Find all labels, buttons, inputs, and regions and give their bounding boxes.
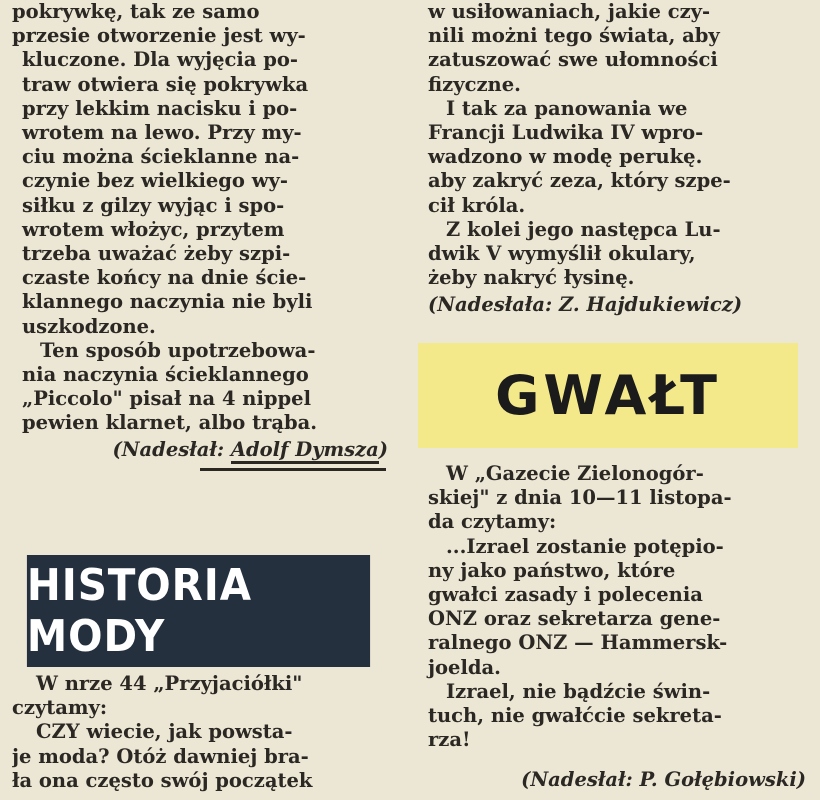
- text-line: przy lekkim nacisku i po-: [22, 96, 298, 120]
- historia-mody-banner: [27, 555, 370, 667]
- right-paragraph-1: [418, 0, 806, 97]
- text-line: joelda.: [428, 655, 501, 679]
- text-line: ONZ oraz sekretarza gene-: [428, 607, 721, 631]
- right-paragraph-3: [418, 218, 806, 291]
- banner-title: GWAŁT: [495, 364, 721, 427]
- text-line: siłku z gilzy wyjąc i spo-: [22, 193, 285, 217]
- text-line: tuch, nie gwałćcie sekreta-: [428, 704, 722, 728]
- text-line: trzeba uważać żeby szpi-: [22, 242, 291, 266]
- text-line: skiej" z dnia 10—11 listopa-: [428, 486, 732, 510]
- text-line: Francji Ludwika IV wpro-: [428, 121, 704, 145]
- divider-rule: [200, 468, 386, 471]
- text-line: dwik V wymyślił okulary,: [428, 242, 696, 266]
- text-line: je moda? Otóż dawniej bra-: [12, 744, 309, 768]
- gwalt-paragraph-1: [418, 462, 806, 535]
- gwalt-paragraph-2: [418, 535, 806, 680]
- right-column: [418, 0, 806, 318]
- text-line: wrotem na lewo. Przy my-: [22, 121, 302, 145]
- text-line: pokrywkę, tak ze samo: [12, 0, 260, 23]
- text-line: nili możni tego świata, aby: [428, 24, 720, 48]
- text-line: przesie otworzenie jest wy-: [12, 24, 306, 48]
- signature-prefix: (Nadesłał:: [112, 437, 231, 461]
- text-line: CZY wiecie, jak powsta-: [36, 720, 293, 744]
- signature-suffix: ): [378, 437, 388, 461]
- text-line: „Piccolo" pisał na 4 nippel: [22, 387, 311, 411]
- left-paragraph-2: [12, 339, 388, 436]
- text-line: W nrze 44 „Przyjaciółki": [36, 672, 303, 695]
- text-line: pewien klarnet, albo trąba.: [22, 411, 318, 435]
- text-line: uszkodzone.: [22, 314, 156, 338]
- text-line: gwałci zasady i polecenia: [428, 583, 703, 607]
- text-line: Ten sposób upotrzebowa-: [40, 338, 316, 362]
- left-column: [12, 0, 388, 471]
- text-line: zatuszować swe ułomności: [428, 48, 718, 72]
- text-line: fizyczne.: [428, 72, 521, 96]
- signature-name: Adolf Dymsza: [231, 438, 379, 464]
- text-line: czytamy:: [12, 696, 108, 720]
- gwalt-paragraph-3: [418, 680, 806, 753]
- text-line: cił króla.: [428, 193, 526, 217]
- text-line: traw otwiera się pokrywka: [22, 72, 309, 96]
- left-signature: [12, 438, 388, 462]
- gwalt-text: [418, 462, 806, 793]
- text-line: aby zakryć zeza, który szpe-: [428, 169, 731, 193]
- text-line: ...Izrael zostanie potępio-: [446, 534, 724, 558]
- text-line: Izrael, nie bądźcie świn-: [446, 679, 711, 703]
- text-line: czaste końcy na dnie ście-: [22, 266, 307, 290]
- text-line: rza!: [428, 728, 471, 752]
- text-line: Z kolei jego następca Lu-: [446, 217, 721, 241]
- gwalt-banner: [418, 343, 798, 448]
- text-line: żeby nakryć łysinę.: [428, 266, 635, 290]
- gwalt-signature: (Nadesłał: P. Gołębiowski): [521, 768, 806, 792]
- text-line: w usiłowaniach, jakie czy-: [428, 0, 711, 23]
- text-line: ny jako państwo, które: [428, 558, 676, 582]
- text-line: klannego naczynia nie byli: [22, 290, 313, 314]
- text-line: W „Gazecie Zielonogór-: [446, 462, 704, 485]
- text-line: ciu można ścieklanne na-: [22, 145, 300, 169]
- text-line: da czytamy:: [428, 510, 557, 534]
- historia-text: [12, 672, 388, 793]
- text-line: czynie bez wielkiego wy-: [22, 169, 288, 193]
- text-line: wadzono w modę perukę.: [428, 145, 703, 169]
- text-line: I tak za panowania we: [446, 96, 688, 120]
- right-paragraph-2: [418, 97, 806, 218]
- text-line: nia naczynia ścieklannego: [22, 363, 309, 387]
- text-line: kluczone. Dla wyjęcia po-: [22, 48, 298, 72]
- banner-title: HISTORIA MODY: [26, 560, 252, 662]
- text-line: ralnego ONZ — Hammersk-: [428, 631, 728, 655]
- right-signature: (Nadesłała: Z. Hajdukiewicz): [428, 293, 743, 317]
- text-line: ła ona często swój początek: [12, 768, 313, 792]
- text-line: wrotem włożyc, przytem: [22, 217, 285, 241]
- left-paragraph-1: [12, 0, 388, 339]
